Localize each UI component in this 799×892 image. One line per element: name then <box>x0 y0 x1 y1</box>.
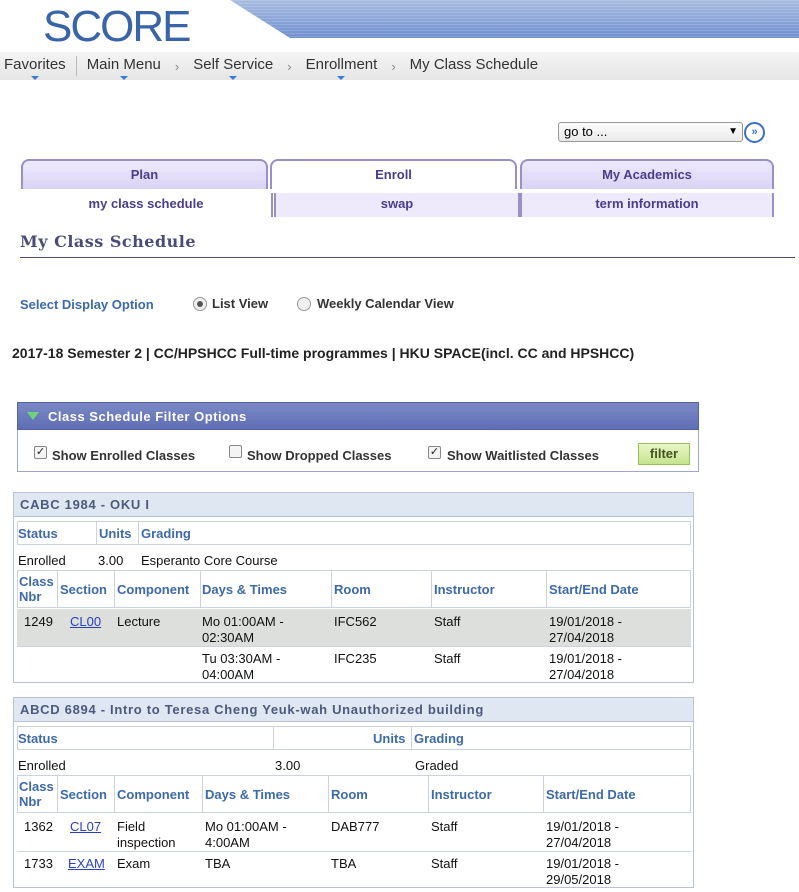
grid-divider <box>328 775 329 813</box>
days-times-line2: 02:30AM <box>202 630 255 645</box>
show-waitlisted-label: Show Waitlisted Classes <box>447 448 599 463</box>
nav-main-menu-label: Main Menu <box>86 56 161 73</box>
display-option-label: Select Display Option <box>20 297 154 312</box>
chevron-right-icon: › <box>287 58 292 74</box>
room-header: Room <box>331 787 368 802</box>
grading-header: Grading <box>141 526 191 541</box>
status-header: Status <box>18 526 58 541</box>
filter-options-header[interactable] <box>17 402 699 430</box>
dates-header: Start/End Date <box>549 582 639 597</box>
tab-plan[interactable]: Plan <box>21 159 268 189</box>
header-banner-stripes <box>230 0 799 38</box>
dates-value <box>549 614 622 646</box>
component-value: Exam <box>117 856 151 871</box>
weekly-calendar-view-label: Weekly Calendar View <box>317 296 454 311</box>
end-date: 29/05/2018 <box>546 872 612 887</box>
grading-value: Graded <box>415 758 459 773</box>
goto-select-value: go to ... <box>564 124 608 139</box>
room-value: DAB777 <box>331 819 380 834</box>
grid-divider <box>431 570 432 608</box>
weekly-calendar-view-radio[interactable] <box>297 297 311 311</box>
days-times-value: TBA <box>205 856 231 871</box>
nav-divider <box>76 56 77 76</box>
show-dropped-checkbox[interactable] <box>229 445 242 458</box>
status-value: Enrolled <box>18 758 66 773</box>
room-value: TBA <box>331 856 357 871</box>
class-nbr-value: 1249 <box>24 614 53 629</box>
filter-options-title: Class Schedule Filter Options <box>48 409 247 424</box>
grid-divider <box>273 726 274 750</box>
days-times-line1: Mo 01:00AM - <box>205 819 287 834</box>
days-times-header: Days & Times <box>202 582 288 597</box>
section-link[interactable]: EXAM <box>68 856 105 871</box>
row-divider <box>17 851 691 852</box>
dates-value <box>546 856 619 888</box>
nav-my-class-schedule-label: My Class Schedule <box>409 56 539 73</box>
instructor-header: Instructor <box>431 787 492 802</box>
grid-divider <box>200 570 201 608</box>
class-section-1 <box>13 492 694 683</box>
status-header: Status <box>18 731 58 746</box>
grid-divider <box>411 726 412 750</box>
start-date: 19/01/2018 - <box>549 614 623 629</box>
nav-favorites-label: Favorites <box>4 56 66 73</box>
class-nbr-header-line2: Nbr <box>19 794 42 809</box>
score-logo: SCORE <box>43 2 190 51</box>
grid-divider <box>428 775 429 813</box>
room-value: IFC235 <box>334 651 377 666</box>
title-divider <box>20 257 795 258</box>
grid-divider <box>114 775 115 813</box>
grid-divider <box>546 570 547 608</box>
end-date: 27/04/2018 <box>546 835 612 850</box>
class-nbr-header <box>19 779 54 809</box>
class-title: CABC 1984 - OKU I <box>14 493 693 517</box>
section-link[interactable]: CL07 <box>70 819 102 834</box>
days-times-value <box>205 819 287 851</box>
grid-divider <box>138 521 139 545</box>
component-header: Component <box>117 787 190 802</box>
component-header: Component <box>117 582 190 597</box>
class-nbr-header-line1: Class <box>19 779 54 794</box>
grid-divider <box>114 570 115 608</box>
section-link[interactable]: CL00 <box>70 614 102 629</box>
grid-divider <box>96 521 97 545</box>
component-line1: Field <box>117 819 146 834</box>
list-view-label: List View <box>212 296 269 311</box>
days-times-line1: Tu 03:30AM - <box>202 651 281 666</box>
goto-button[interactable]: » <box>744 122 765 143</box>
section-header: Section <box>60 582 107 597</box>
instructor-value: Staff <box>434 614 461 629</box>
grid-divider <box>331 570 332 608</box>
dropdown-marker-icon <box>229 76 237 80</box>
breadcrumb-nav <box>0 52 799 80</box>
row-divider <box>17 646 691 647</box>
goto-select[interactable] <box>558 122 743 142</box>
start-date: 19/01/2018 - <box>546 856 620 871</box>
grid-divider <box>57 775 58 813</box>
filter-button[interactable]: filter <box>638 443 690 465</box>
dates-value <box>546 819 619 851</box>
end-date: 27/04/2018 <box>549 630 615 645</box>
page-title: My Class Schedule <box>20 232 197 251</box>
tab-my-academics[interactable]: My Academics <box>520 159 774 189</box>
show-enrolled-checkbox[interactable]: ✓ <box>35 446 46 458</box>
units-header: Units <box>99 526 132 541</box>
component-value: Lecture <box>117 614 161 629</box>
list-view-radio[interactable] <box>193 297 207 311</box>
chevron-right-icon: › <box>391 58 396 74</box>
start-date: 19/01/2018 - <box>549 651 623 666</box>
start-date: 19/01/2018 - <box>546 819 620 834</box>
class-title: ABCD 6894 - Intro to Teresa Cheng Yeuk-wah Unauthorized building <box>14 698 693 722</box>
days-times-line2: 04:00AM <box>202 667 255 682</box>
class-section-2 <box>13 697 694 888</box>
end-date: 27/04/2018 <box>549 667 615 682</box>
component-line2: inspection <box>117 835 176 850</box>
nav-self-service[interactable] <box>189 52 277 80</box>
class-nbr-header-line2: Nbr <box>19 589 42 604</box>
nav-favorites[interactable] <box>0 52 70 80</box>
show-dropped-label: Show Dropped Classes <box>247 448 392 463</box>
show-waitlisted-checkbox[interactable]: ✓ <box>429 446 440 458</box>
header <box>0 0 799 52</box>
component-value <box>117 819 176 851</box>
class-nbr-header-line1: Class <box>19 574 54 589</box>
instructor-value: Staff <box>434 651 461 666</box>
status-header-row <box>17 726 691 750</box>
dropdown-marker-icon <box>120 76 128 80</box>
room-value: IFC562 <box>334 614 377 629</box>
tab-enroll[interactable]: Enroll <box>270 159 517 189</box>
dropdown-marker-icon <box>31 76 39 80</box>
term-info: 2017-18 Semester 2 | CC/HPSHCC Full-time programmes | HKU SPACE(incl. CC and HPSHCC) <box>12 345 635 361</box>
days-times-line1: Mo 01:00AM - <box>202 614 284 629</box>
nav-main-menu[interactable] <box>83 52 165 80</box>
dates-header: Start/End Date <box>546 787 636 802</box>
dropdown-arrow-icon: ▼ <box>728 126 738 137</box>
chevron-right-icon: › <box>174 58 180 74</box>
units-value: 3.00 <box>98 553 124 568</box>
dates-value <box>549 651 622 683</box>
status-value: Enrolled <box>18 553 66 568</box>
instructor-header: Instructor <box>434 582 495 597</box>
dropdown-marker-icon <box>337 76 345 80</box>
class-nbr-header <box>19 574 54 604</box>
subtab-my-class-schedule[interactable]: my class schedule <box>21 193 273 217</box>
days-times-line2: 4:00AM <box>205 835 250 850</box>
collapse-triangle-icon <box>27 412 39 420</box>
units-value: 3.00 <box>275 758 301 773</box>
show-enrolled-label: Show Enrolled Classes <box>52 448 196 463</box>
nav-my-class-schedule <box>406 52 542 80</box>
days-times-value <box>202 614 284 646</box>
section-header: Section <box>60 787 107 802</box>
grid-divider <box>543 775 544 813</box>
subtab-term-information[interactable]: term information <box>520 193 774 217</box>
grid-divider <box>202 775 203 813</box>
days-times-header: Days & Times <box>205 787 291 802</box>
nav-enrollment-label: Enrollment <box>305 56 378 73</box>
grid-divider <box>57 570 58 608</box>
days-times-value <box>202 651 280 683</box>
subtab-swap[interactable]: swap <box>274 193 520 217</box>
room-header: Room <box>334 582 371 597</box>
nav-self-service-label: Self Service <box>193 56 274 73</box>
grading-header: Grading <box>414 731 464 746</box>
class-nbr-value: 1733 <box>24 856 53 871</box>
grading-value: Esperanto Core Course <box>141 553 278 568</box>
nav-enrollment[interactable] <box>302 52 382 80</box>
units-header: Units <box>373 731 406 746</box>
instructor-value: Staff <box>431 856 458 871</box>
class-nbr-value: 1362 <box>24 819 53 834</box>
instructor-value: Staff <box>431 819 458 834</box>
